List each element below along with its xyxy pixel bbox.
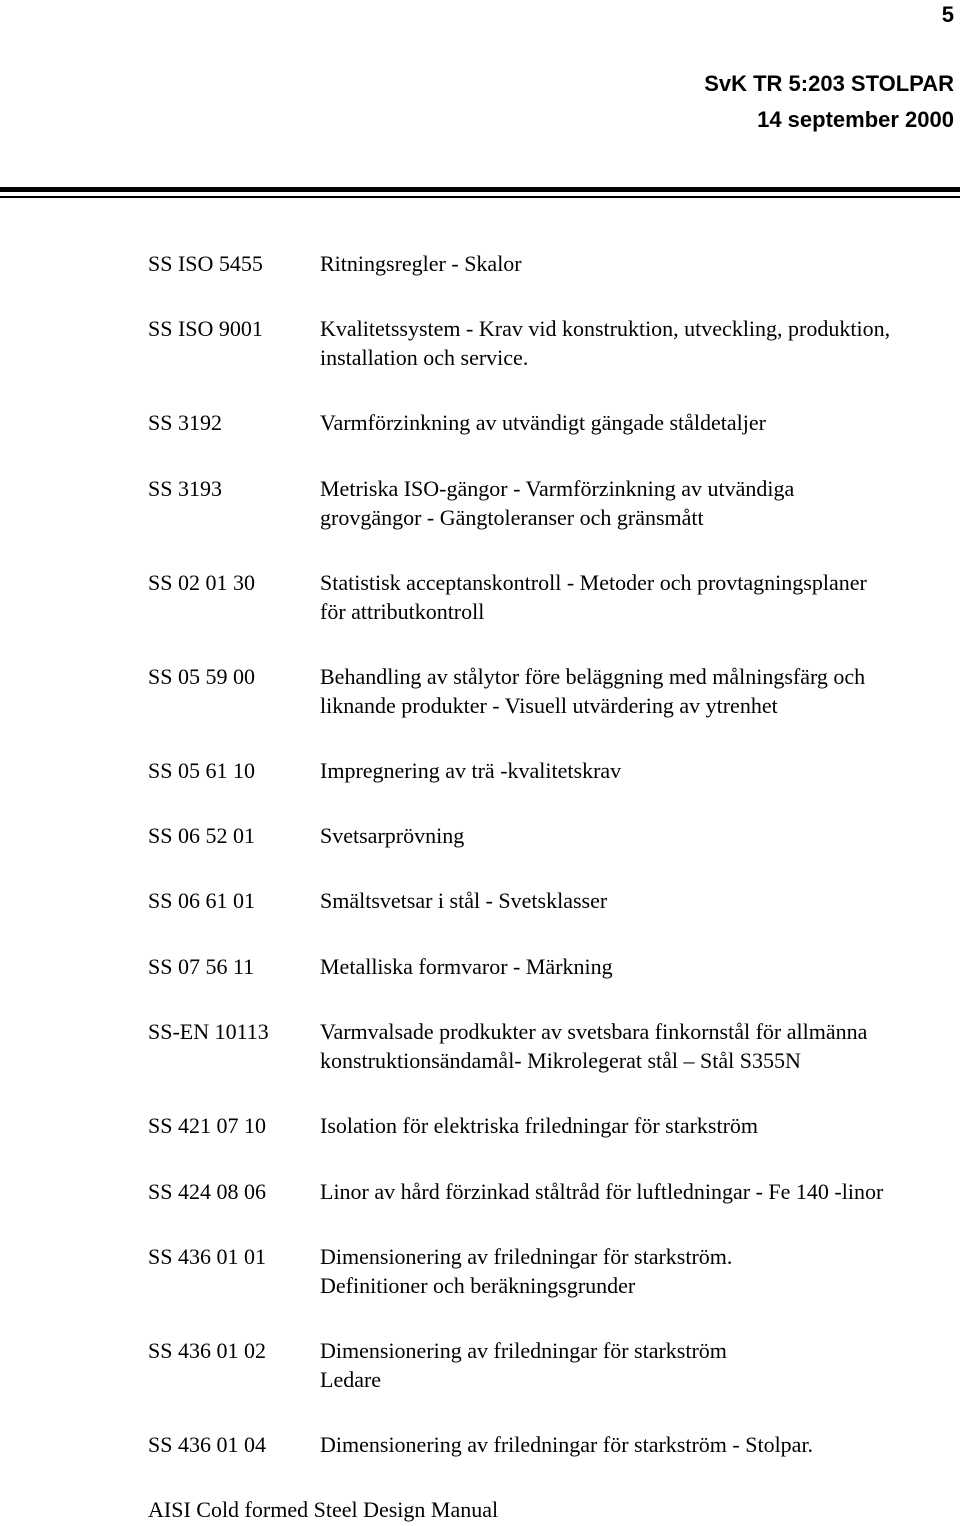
reference-code: SS ISO 5455	[148, 251, 263, 276]
reference-description: Dimensionering av friledningar för starkström - Stolpar.	[320, 1432, 814, 1457]
reference-code: SS 06 61 01	[148, 888, 255, 913]
reference-description: Svetsarprövning	[320, 823, 465, 848]
reference-description: Varmvalsade prodkukter av svetsbara finkornstål för allmänna konstruktionsändamål- Mikrolegerat stål – Stål S355N	[320, 1019, 868, 1073]
reference-description: Behandling av stålytor före beläggning med målningsfärg och liknande produkter - Visuell utvärdering av ytrenhet	[320, 664, 866, 718]
reference-code: SS 06 52 01	[148, 823, 255, 848]
reference-description: Metriska ISO-gängor - Varmförzinkning av utvändiga grovgängor - Gängtoleranser och gränsmått	[320, 476, 795, 530]
reference-code: SS 3192	[148, 410, 222, 435]
reference-description: Statistisk acceptanskontroll - Metoder och provtagningsplaner för attributkontroll	[320, 570, 867, 624]
document-date: 14 september 2000	[757, 107, 954, 132]
reference-code: SS 3193	[148, 476, 222, 501]
page-number: 5	[941, 2, 954, 27]
reference-code: SS 436 01 02	[148, 1338, 266, 1363]
footer-reference: AISI Cold formed Steel Design Manual	[148, 1497, 499, 1522]
reference-code: SS 424 08 06	[148, 1179, 266, 1204]
reference-description: Varmförzinkning av utvändigt gängade ståldetaljer	[320, 410, 766, 435]
reference-description: Smältsvetsar i stål - Svetsklasser	[320, 888, 608, 913]
reference-description: Isolation för elektriska friledningar för starkström	[320, 1113, 759, 1138]
reference-code: SS 05 61 10	[148, 758, 255, 783]
reference-description: Ritningsregler - Skalor	[320, 251, 522, 276]
reference-code: SS 07 56 11	[148, 954, 255, 979]
header-rule-thick	[0, 187, 960, 192]
reference-code: SS 421 07 10	[148, 1113, 266, 1138]
reference-code: SS-EN 10113	[148, 1019, 269, 1044]
document-title: SvK TR 5:203 STOLPAR	[704, 71, 954, 96]
reference-code: SS 436 01 01	[148, 1244, 266, 1269]
reference-description: Dimensionering av friledningar för starkström Ledare	[320, 1338, 727, 1392]
reference-description: Impregnering av trä -kvalitetskrav	[320, 758, 622, 783]
reference-code: SS 05 59 00	[148, 664, 255, 689]
reference-code: SS ISO 9001	[148, 316, 263, 341]
reference-description: Dimensionering av friledningar för starkström. Definitioner och beräkningsgrunder	[320, 1244, 733, 1298]
reference-code: SS 436 01 04	[148, 1432, 266, 1457]
reference-description: Kvalitetssystem - Krav vid konstruktion, utveckling, produktion, installation och service.	[320, 316, 891, 370]
reference-code: SS 02 01 30	[148, 570, 255, 595]
reference-description: Linor av hård förzinkad ståltråd för luftledningar - Fe 140 -linor	[320, 1179, 884, 1204]
reference-description: Metalliska formvaror - Märkning	[320, 954, 613, 979]
header-rule-thin	[0, 196, 960, 198]
